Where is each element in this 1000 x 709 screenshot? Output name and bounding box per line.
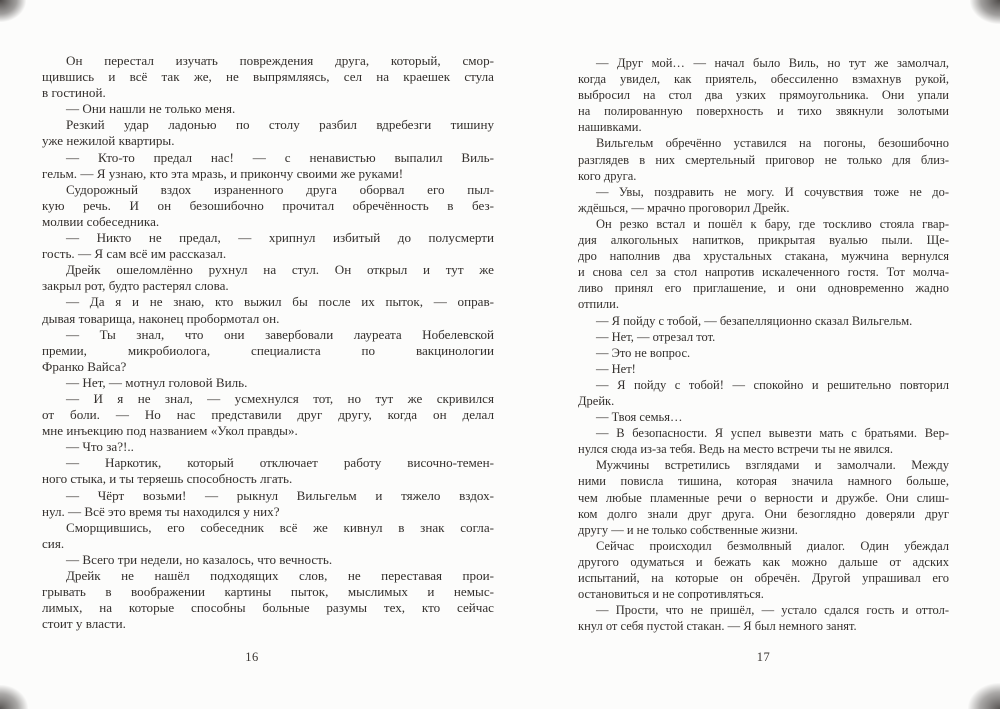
text-line: кую речь. И он безошибочно прочитал обречённость в без- — [42, 197, 494, 213]
text-line: щившись и всё так же, не выпрямляясь, сел на краешек стула — [42, 69, 494, 85]
text-line: чем любые пламенные речи о верности и дружбе. Они слиш- — [578, 490, 949, 505]
text-line: кого друга. — [578, 168, 637, 183]
text-line: выбросил на стол два узких прямоугольника. Они упали — [578, 88, 949, 103]
text-line: — Я пойду с тобой, — безапелляционно сказал Вильгельм. — [596, 313, 913, 328]
text-line: — Твоя семья… — [596, 410, 683, 425]
text-line: — Что за?!.. — [66, 439, 134, 455]
text-line: — В безопасности. Я успел вывезти мать с братьями. Вер- — [596, 426, 949, 441]
text-line: стоит у власти. — [42, 616, 126, 632]
text-line: испытаний, на которые он обречён. Другой упрашивал его — [578, 571, 949, 585]
text-line: — Это не вопрос. — [596, 345, 691, 360]
text-line: мне инъекцию под названием «Укол правды». — [42, 423, 298, 439]
text-line: нулся сюда из-за тебя. Ведь на место встречи ты не явился. — [578, 442, 893, 457]
text-line: премии, микробиолога, специалиста по вакцинологии — [42, 342, 494, 358]
text-line: Сейчас происходил безмолвный диалог. Один убеждал — [596, 538, 949, 553]
text-line: нашивками. — [578, 120, 642, 135]
text-line: закрыл рот, будто растерял слова. — [42, 278, 229, 294]
text-line: сия. — [42, 535, 65, 551]
text-line: — Нет, — отрезал тот. — [596, 329, 716, 344]
text-line: остановиться и не сопротивляться. — [578, 587, 764, 602]
text-line: — Кто-то предал нас! — с ненавистью выпалил Виль- — [66, 149, 494, 165]
text-line: Дрейк не нашёл подходящих слов, не переставая прои- — [66, 568, 494, 583]
text-line: Франко Вайса? — [42, 358, 127, 374]
text-line: кнул от себя пустой стакан. — Я был немного занят. — [578, 619, 857, 634]
corner-shadow-top-right — [970, 0, 1000, 24]
corner-shadow-bottom-left — [0, 685, 28, 709]
text-line: в гостиной. — [42, 85, 106, 101]
text-line: — И я не знал, — усмехнулся тот, но тут же скривился — [66, 390, 494, 406]
text-line: другого одуматься и бежать как можно дальше от адских — [578, 554, 949, 569]
text-line: Вильгельм обречённо уставился на погоны, безошибочно — [596, 136, 949, 151]
text-line: Мужчины встретились взглядами и замолчали. Между — [596, 458, 949, 473]
text-line: — Нет, — мотнул головой Виль. — [66, 374, 248, 390]
text-line: — Я пойду с тобой! — спокойно и решительно повторил — [596, 377, 949, 392]
text-line: Резкий удар ладонью по столу разбил вдребезги тишину — [66, 117, 494, 133]
text-line: на полированную поверхность и тихо звякнули золотыми — [578, 104, 949, 119]
text-line: — Чёрт возьми! — рыкнул Вильгельм и тяжело вздох- — [66, 487, 494, 503]
text-line: ливо принял его приглашение, и они одновременно жадно — [578, 281, 949, 296]
page-number-left: 16 — [245, 650, 259, 664]
text-line: когда увидел, как приятель, обессиленно взмахнув рукой, — [578, 72, 949, 87]
text-line: гость. — Я сам всё им рассказал. — [42, 246, 227, 262]
text-line: Он резко встал и пошёл к бару, где тоскливо стояла гвар- — [596, 216, 949, 231]
text-line: — Увы, поздравить не могу. И сочувствия тоже не до- — [596, 184, 949, 199]
corner-shadow-bottom-right — [968, 683, 1000, 709]
text-line: Дрейк ошеломлённо рухнул на стул. Он открыл и тут же — [66, 262, 494, 278]
text-line: Дрейк. — [578, 393, 615, 408]
text-line: — Всего три недели, но казалось, что вечность. — [66, 551, 333, 567]
text-line: ком долго знали друг друга. Они безоглядно доверяли друг — [578, 506, 949, 521]
text-line: отпили. — [578, 297, 619, 312]
text-line: — Друг мой… — начал было Виль, но тут же замолчал, — [596, 56, 949, 70]
text-line: — Они нашли не только меня. — [66, 101, 236, 117]
page-left-text — [42, 53, 494, 632]
page-right-text — [578, 55, 949, 634]
text-line: ждёшься, — мрачно проговорил Дрейк. — [578, 200, 790, 215]
text-line: дывая товарища, наконец пробормотал он. — [42, 310, 280, 326]
text-line: Судорожный вздох израненного друга оборвал его пыл- — [66, 181, 494, 197]
text-line: ного стыка, и ты теряешь способность лгать. — [42, 471, 293, 487]
corner-shadow-top-left — [0, 0, 26, 22]
text-line: дро наполнив два хрустальных стакана, мужчина вернулся — [578, 249, 949, 264]
text-line: от боли. — Но нас представили друг другу, когда он делал — [42, 407, 494, 423]
text-line: и снова сел за стол напротив искалеченного гостя. Тот молча- — [578, 265, 949, 280]
text-line: Сморщившись, его собеседник всё же кивнул в знак согла- — [66, 519, 494, 535]
text-line: уже нежилой квартиры. — [42, 133, 175, 149]
text-line: — Прости, что не пришёл, — устало сдался гость и оттол- — [596, 603, 949, 618]
text-line: — Никто не предал, — хрипнул избитый до полусмерти — [66, 230, 494, 246]
text-line: — Наркотик, который отключает работу височно-темен- — [66, 455, 494, 471]
text-line: разглядев в них смертельный приговор не только для близ- — [578, 152, 949, 167]
text-line: ними повисла тишина, которая значила намного больше, — [578, 474, 949, 489]
text-line: дия алкогольных напитков, прикрытая вуалью пыли. Ще- — [578, 233, 949, 248]
text-line: гельм. — Я узнаю, кто эта мразь, и прикончу своими же руками! — [42, 165, 404, 181]
text-line: — Да я и не знаю, кто выжил бы после их пыток, — оправ- — [66, 294, 494, 310]
text-line: Он перестал изучать повреждения друга, который, смор- — [66, 53, 494, 68]
text-line: нул. — Всё это время ты находился у них? — [42, 503, 280, 519]
text-line: — Нет! — [596, 361, 636, 376]
text-line: лимых, на которые способны больные разумы тех, кто сейчас — [42, 600, 494, 616]
page-number-right: 17 — [756, 650, 771, 664]
text-line: молвии собеседника. — [42, 213, 160, 229]
text-line: — Ты знал, что они завербовали лауреата Нобелевской — [66, 326, 494, 342]
text-line: другу — и не только собственные жизни. — [578, 522, 798, 537]
text-line: грывать в воображении картины пыток, мыслимых и немыс- — [42, 584, 494, 600]
